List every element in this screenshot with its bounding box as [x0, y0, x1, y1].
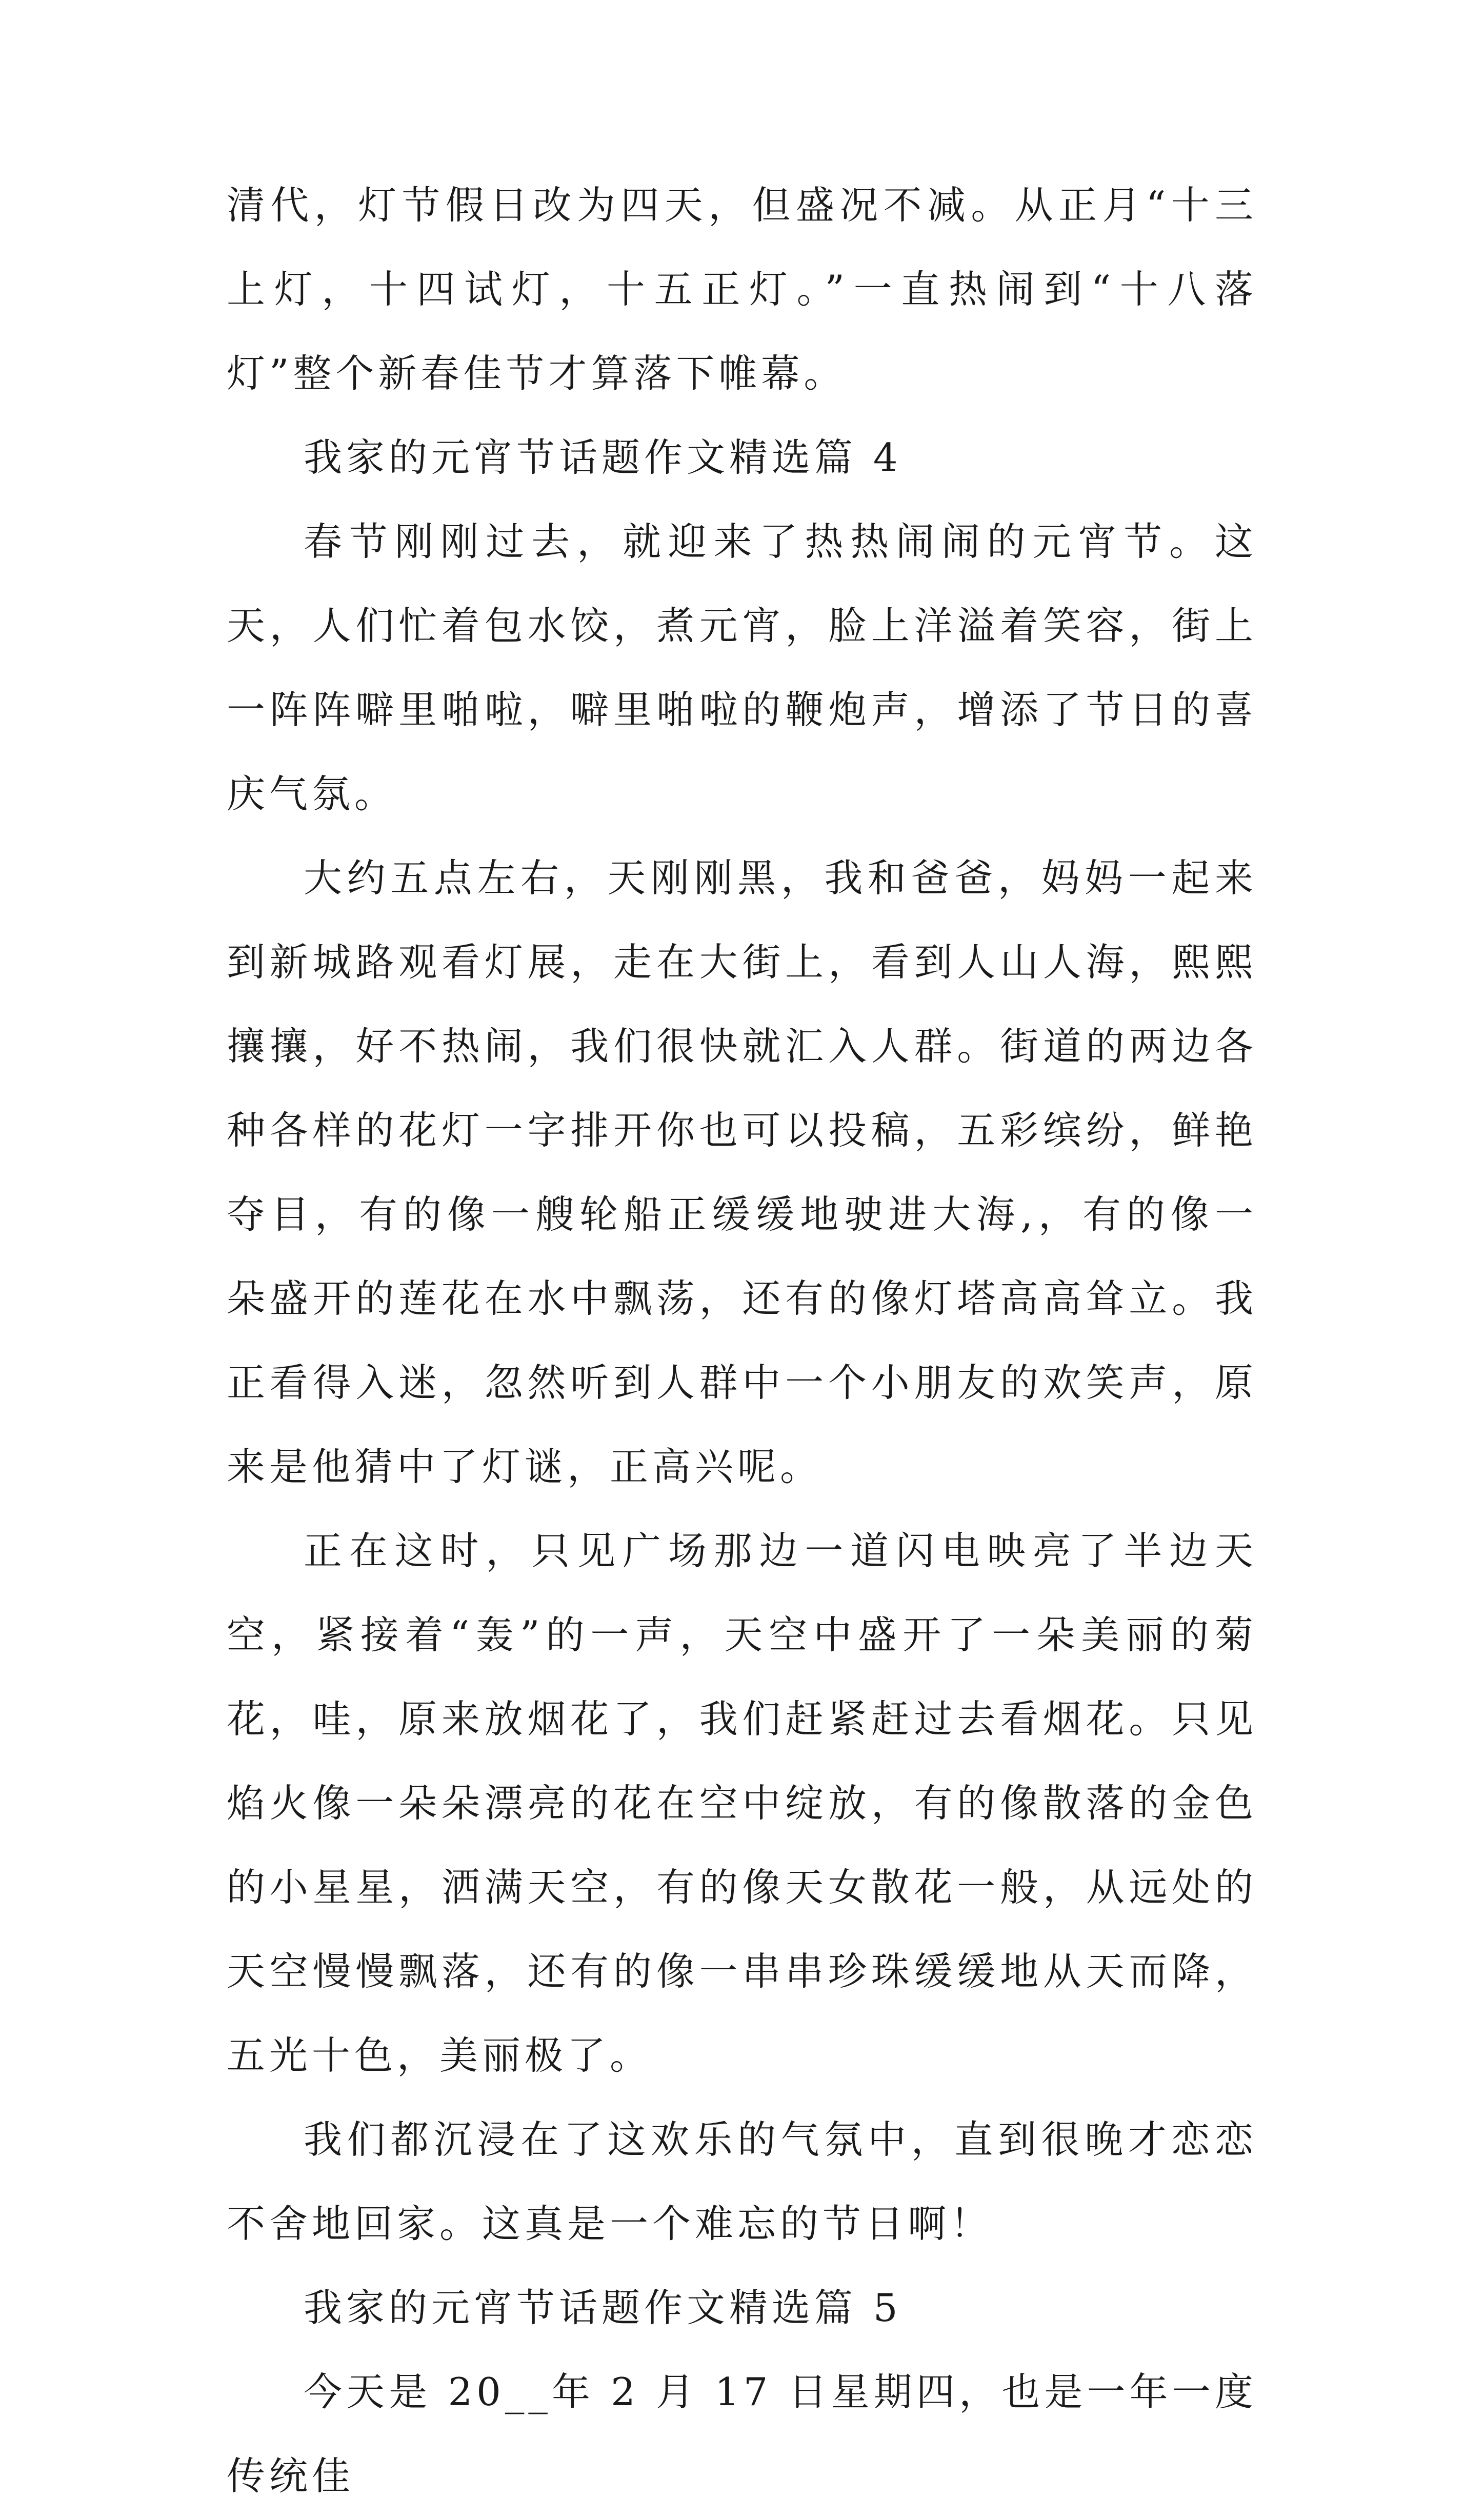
paragraph: 正在这时，只见广场那边一道闪电映亮了半边天空，紧接着“轰”的一声，天空中盛开了一朵美丽的菊花，哇，原来放烟花了，我们赶紧赶过去看烟花。只见焰火像一朵朵漂亮的花在空中绽放，有的像散落的金色的小星星，洒满天空，有的像天女散花一般，从远处的天空慢慢飘落，还有的像一串串珍珠缓缓地从天而降，五光十色，美丽极了。 [227, 1528, 1257, 2078]
paragraph: 今天是 20__年 2 月 17 日星期四，也是一年一度传统佳 [227, 2369, 1257, 2499]
section-heading-4: 我家的元宵节话题作文精选篇 4 [304, 435, 902, 480]
paragraph: 春节刚刚过去，就迎来了热热闹闹的元宵节。这天，人们忙着包水饺，煮元宵，脸上洋溢着笑容，街上一阵阵噼里啪啦，噼里啪啦的鞭炮声，增添了节日的喜庆气氛。 [227, 519, 1257, 816]
paragraph: 我们都沉浸在了这欢乐的气氛中，直到很晚才恋恋不舍地回家。这真是一个难忘的节日啊！ [227, 2117, 1257, 2246]
paragraph: 大约五点左右，天刚刚黑，我和爸爸，妈妈一起来到新城路观看灯展，走在大街上，看到人山人海，熙熙攘攘，好不热闹，我们很快就汇入人群。街道的两边各种各样的花灯一字排开你也可以投稿，五彩缤纷，鲜艳夺目，有的像一艘轮船正缓缓地驶进大海,，有的像一朵盛开的莲花在水中飘荡，还有的像灯塔高高耸立。我正看得入迷，忽然听到人群中一个小朋友的欢笑声，原来是他猜中了灯谜，正高兴呢。 [227, 855, 1257, 1489]
paragraph-continuation: 清代，灯节假日改为四天，但盛况不减。从正月“十三上灯，十四试灯，十五正灯。”一直热闹到“十八落灯”整个新春佳节才算落下帷幕。 [227, 183, 1257, 396]
document-body [227, 163, 1257, 2518]
section-heading-5: 我家的元宵节话题作文精选篇 5 [304, 2285, 902, 2330]
